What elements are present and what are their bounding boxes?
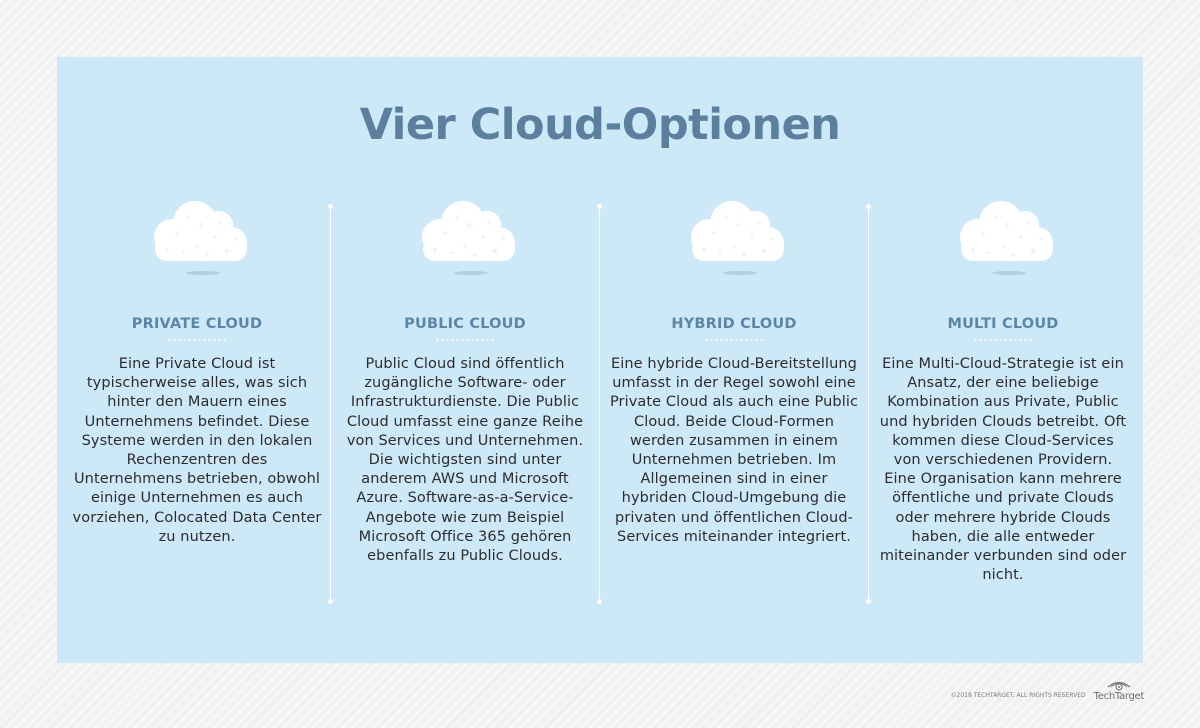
column-heading: MULTI CLOUD xyxy=(947,316,1059,332)
column-hybrid-cloud xyxy=(609,195,859,547)
dotted-separator xyxy=(704,339,764,341)
column-heading: PRIVATE CLOUD xyxy=(131,316,263,332)
cloud-icon xyxy=(609,195,859,285)
column-description: Public Cloud sind öffentlich zugängliche Software- oder Infrastrukturdienste. Die Public Cloud umfasst eine ganze Reihe von Services und Unternehmen. Die wichtigsten sind unter anderem AWS und Microsoft Azure. Software-as-a-Service-Angebote wie zum Beispiel Microsoft Office 365 gehören ebenfalls zu Public Clouds. xyxy=(346,356,584,565)
column-description: Eine hybride Cloud-Bereitstellung umfasst in der Regel sowohl eine Private Cloud als auch eine Public Cloud. Beide Cloud-Formen werden zusammen in einem Unternehmen betrieben. Im Allgemeinen sind in einer hybriden Cloud-Umgebung die privaten und öffentlichen Cloud-Services miteinander integriert. xyxy=(609,356,859,545)
column-multi-cloud xyxy=(878,195,1128,585)
column-heading: PUBLIC CLOUD xyxy=(404,316,526,332)
page-title: Vier Cloud-Optionen xyxy=(359,100,841,150)
column-divider xyxy=(599,206,600,602)
column-public-cloud xyxy=(340,195,590,566)
column-description: Eine Multi-Cloud-Strategie ist ein Ansatz, der eine beliebige Kombination aus Private, Public und hybriden Clouds betreibt. Oft kommen diese Cloud-Services von verschiedenen Providern. Eine Organisation kann mehrere öffentliche und private Clouds oder mehrere hybride Clouds haben, die alle entweder miteinander verbunden sind oder nicht. xyxy=(879,356,1127,584)
dotted-separator xyxy=(435,339,495,341)
column-description: Eine Private Cloud ist typischerweise alles, was sich hinter den Mauern eines Unternehmens befindet. Diese Systeme werden in den lokalen Rechenzentren des Unternehmens betrieben, obwohl einige Unternehmen es auch vorziehen, Colocated Data Center zu nutzen. xyxy=(72,356,322,545)
cloud-icon xyxy=(878,195,1128,285)
dotted-separator xyxy=(167,339,227,341)
copyright-notice: ©2018 TECHTARGET. ALL RIGHTS RESERVED xyxy=(950,692,1086,699)
column-heading: HYBRID CLOUD xyxy=(671,316,797,332)
cloud-icon xyxy=(72,195,322,285)
footer xyxy=(951,680,1144,702)
column-divider xyxy=(330,206,331,602)
brand-logo xyxy=(1094,680,1144,702)
cloud-icon xyxy=(340,195,590,285)
column-divider xyxy=(868,206,869,602)
dotted-separator xyxy=(973,339,1033,341)
brand-name: TechTarget xyxy=(1093,691,1144,702)
column-private-cloud xyxy=(72,195,322,547)
